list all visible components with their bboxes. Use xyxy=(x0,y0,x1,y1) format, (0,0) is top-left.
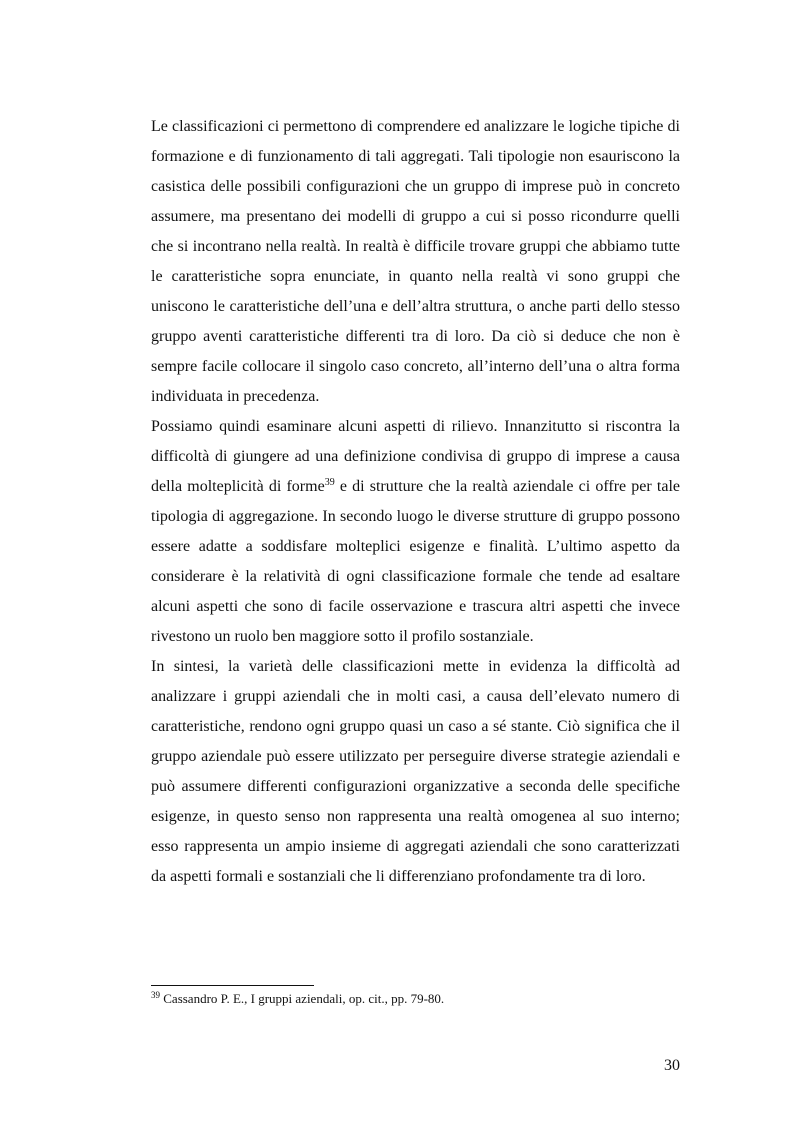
page-number: 30 xyxy=(664,1057,680,1074)
paragraph-text-after-ref: e di strutture che la realtà aziendale ci offre per tale tipologia di aggregazione. In secondo luogo le diverse strutture di gruppo possono essere adatte a soddisfare molteplici esigenze e finalità. L’ultimo aspetto da considerare è la relatività di ogni classificazione formale che tende ad esaltare alcuni aspetti che sono di facile osservazione e trascura altri aspetti che invece rivestono un ruolo ben maggiore sotto il profilo sostanziale. xyxy=(151,478,680,645)
footnote-reference[interactable]: 39 xyxy=(324,477,335,488)
footnote-number: 39 xyxy=(151,990,160,1000)
paragraph-sintesi: In sintesi, la varietà delle classificazioni mette in evidenza la difficoltà ad analizzare i gruppi aziendali che in molti casi, a causa dell’elevato numero di caratteristiche, rendono ogni gruppo quasi un caso a sé stante. Ciò significa che il gruppo aziendale può essere utilizzato per perseguire diverse strategie aziendali e può assumere differenti configurazioni organizzative a seconda delle specifiche esigenze, in questo senso non rappresenta una realtà omogenea al suo interno; esso rappresenta un ampio insieme di aggregati aziendali che sono caratterizzati da aspetti formali e sostanziali che li differenziano profondamente tra di loro. xyxy=(151,658,680,885)
paragraph-classificazioni: Le classificazioni ci permettono di comprendere ed analizzare le logiche tipiche di formazione e di funzionamento di tali aggregati. Tali tipologie non esauriscono la casistica delle possibili configurazioni che un gruppo di imprese può in concreto assumere, ma presentano dei modelli di gruppo a cui si posso ricondurre quelli che si incontrano nella realtà. In realtà è difficile trovare gruppi che abbiamo tutte le caratteristiche sopra enunciate, in quanto nella realtà vi sono gruppi che uniscono le caratteristiche dell’una e dell’altra struttura, o anche parti dello stesso gruppo aventi caratteristiche differenti tra di loro. Da ciò si deduce che non è sempre facile collocare il singolo caso concreto, all’interno dell’una o altra forma individuata in precedenza. xyxy=(151,118,680,405)
paragraph-text-before-ref: Possiamo quindi esaminare alcuni aspetti di rilievo. Innanzitutto si riscontra la difficoltà di giungere ad una definizione condivisa di gruppo di imprese a causa della molteplicità di forme xyxy=(151,418,680,495)
footnote xyxy=(151,990,680,1008)
footnote-text: Cassandro P. E., I gruppi aziendali, op. cit., pp. 79-80. xyxy=(160,991,445,1006)
body-text xyxy=(151,112,680,892)
paragraph-aspetti-di-rilievo xyxy=(151,412,680,652)
footnote-separator xyxy=(151,985,314,986)
